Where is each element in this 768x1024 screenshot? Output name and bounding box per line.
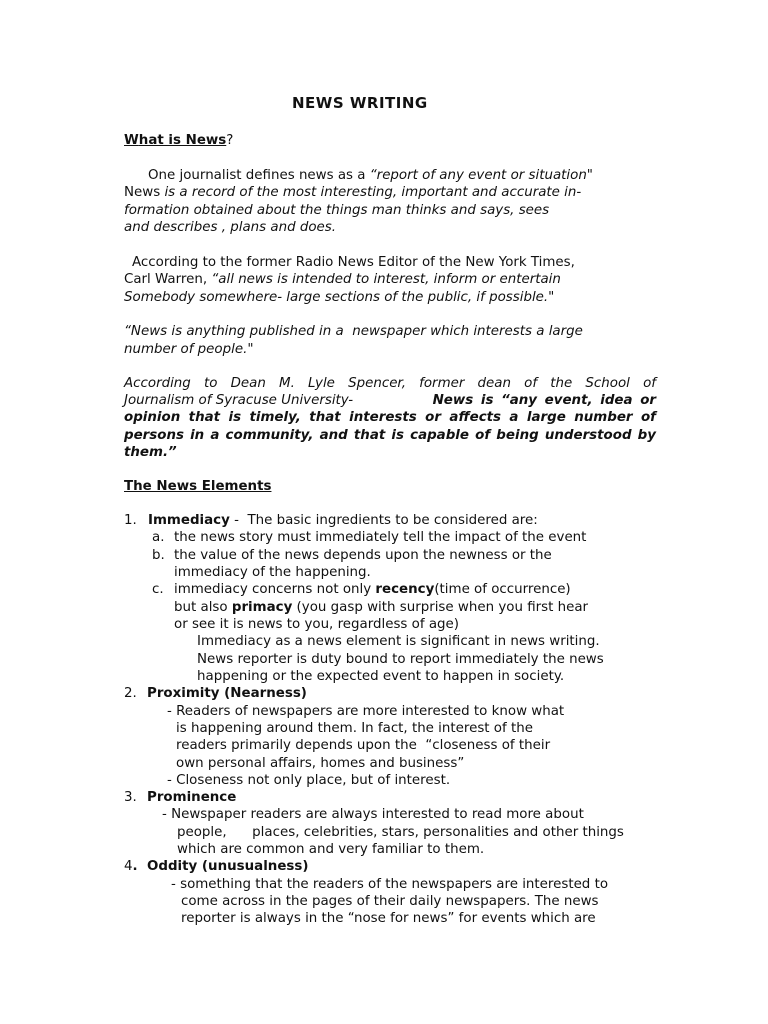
spencer-line-4: persons in a community, and that is capable of being understood by [124,428,656,443]
immediacy-point-b-line-2: immediacy of the happening. [174,565,371,580]
recency-tail: (time of occurrence) [434,582,571,597]
immediacy-point-c-line-1 [174,581,571,599]
definition-1 [148,167,593,185]
warren-quote: “all news is intended to interest, inform or entertain [211,272,561,287]
immediacy-note-line-3: happening or the expected event to happen in society. [197,669,565,684]
spencer-line-5: them.” [124,445,177,460]
definition-1-lead: One journalist defines news as a [148,168,370,183]
item-number-3: 3. [124,790,137,805]
item-number-4-digit: 4 [124,859,133,874]
prominence-line-1: - Newspaper readers are always interested to read more about [162,807,584,822]
primacy-term: primacy [231,600,293,615]
proximity-line-3: readers primarily depends upon the “closeness of their [176,738,551,753]
definition-2-line-1 [124,184,581,202]
heading-first-letter: W [124,133,139,148]
definition-2-lead: News [124,185,165,200]
spencer-line-2 [124,392,656,410]
prominence-line-3: which are common and very familiar to them. [177,842,485,857]
warren-line-2 [124,271,561,289]
item-number-2: 2. [124,686,137,701]
warren-line-1: According to the former Radio News Editor of the New York Times, [132,255,575,270]
recency-term: recency [375,582,435,597]
primacy-lead: but also [174,600,232,615]
primacy-tail: (you gasp with surprise when you first hear [292,600,589,615]
item-number-4-dot: . [132,859,138,874]
prominence-line-2: people, places, celebrities, stars, personalities and other things [177,825,624,840]
warren-line-3: Somebody somewhere- large sections of the public, if possible." [124,290,555,305]
prominence-heading: Prominence [147,790,237,805]
proximity-heading: Proximity (Nearness) [147,686,307,701]
proximity-line-5: - Closeness not only place, but of interest. [167,773,451,788]
oddity-line-1: - something that the readers of the newspapers are interested to [171,877,609,892]
page-title: NEWS WRITING [292,94,428,112]
immediacy-point-b-line-1: the value of the news depends upon the newness or the [174,548,552,563]
heading-question-mark: ? [226,133,234,148]
definition-1-quote: “report of any event or situation" [369,168,593,183]
spencer-line-3: opinion that is timely, that interests or affects a large number of [124,410,656,425]
definition-2-line-3: and describes , plans and does. [124,220,336,235]
subitem-label-b: b. [152,548,165,563]
immediacy-name: Immediacy [148,513,230,528]
immediacy-note-line-2: News reporter is duty bound to report immediately the news [197,652,604,667]
anything-quote-line-1: “News is anything published in a newspaper which interests a large [124,324,583,339]
anything-quote-line-2: number of people." [124,342,254,357]
spencer-line-1: According to Dean M. Lyle Spencer, former dean of the School of [124,376,656,391]
subitem-label-c: c. [152,582,164,597]
heading-rest: hat is News [138,133,227,148]
proximity-line-1: - Readers of newspapers are more interested to know what [167,704,565,719]
subitem-label-a: a. [152,530,165,545]
immediacy-point-c-line-2 [174,599,588,617]
warren-name: Carl Warren, [124,272,212,287]
definition-2-line-2: formation obtained about the things man thinks and says, sees [124,203,550,218]
item-number-1: 1. [124,513,137,528]
oddity-line-2: come across in the pages of their daily newspapers. The news [181,894,599,909]
immediacy-point-c-line-3: or see it is news to you, regardless of age) [174,617,459,632]
immediacy-intro: - The basic ingredients to be considered are: [229,513,538,528]
proximity-line-4: own personal affairs, homes and business” [176,756,465,771]
item-number-4 [124,858,138,876]
spencer-definition-start: News is “any event, idea or [432,393,656,408]
section-heading-what-is-news [124,132,233,150]
spencer-affiliation: Journalism of Syracuse University- [124,393,354,408]
section-heading-news-elements: The News Elements [124,479,272,494]
recency-lead: immediacy concerns not only [174,582,376,597]
oddity-line-3: reporter is always in the “nose for news” for events which are [181,911,596,926]
definition-2-text: is a record of the most interesting, important and accurate in- [164,185,582,200]
oddity-heading: Oddity (unusualness) [147,859,309,874]
proximity-line-2: is happening around them. In fact, the interest of the [176,721,533,736]
immediacy-note-line-1: Immediacy as a news element is significant in news writing. [197,634,600,649]
immediacy-heading [148,512,538,530]
immediacy-point-a: the news story must immediately tell the impact of the event [174,530,587,545]
